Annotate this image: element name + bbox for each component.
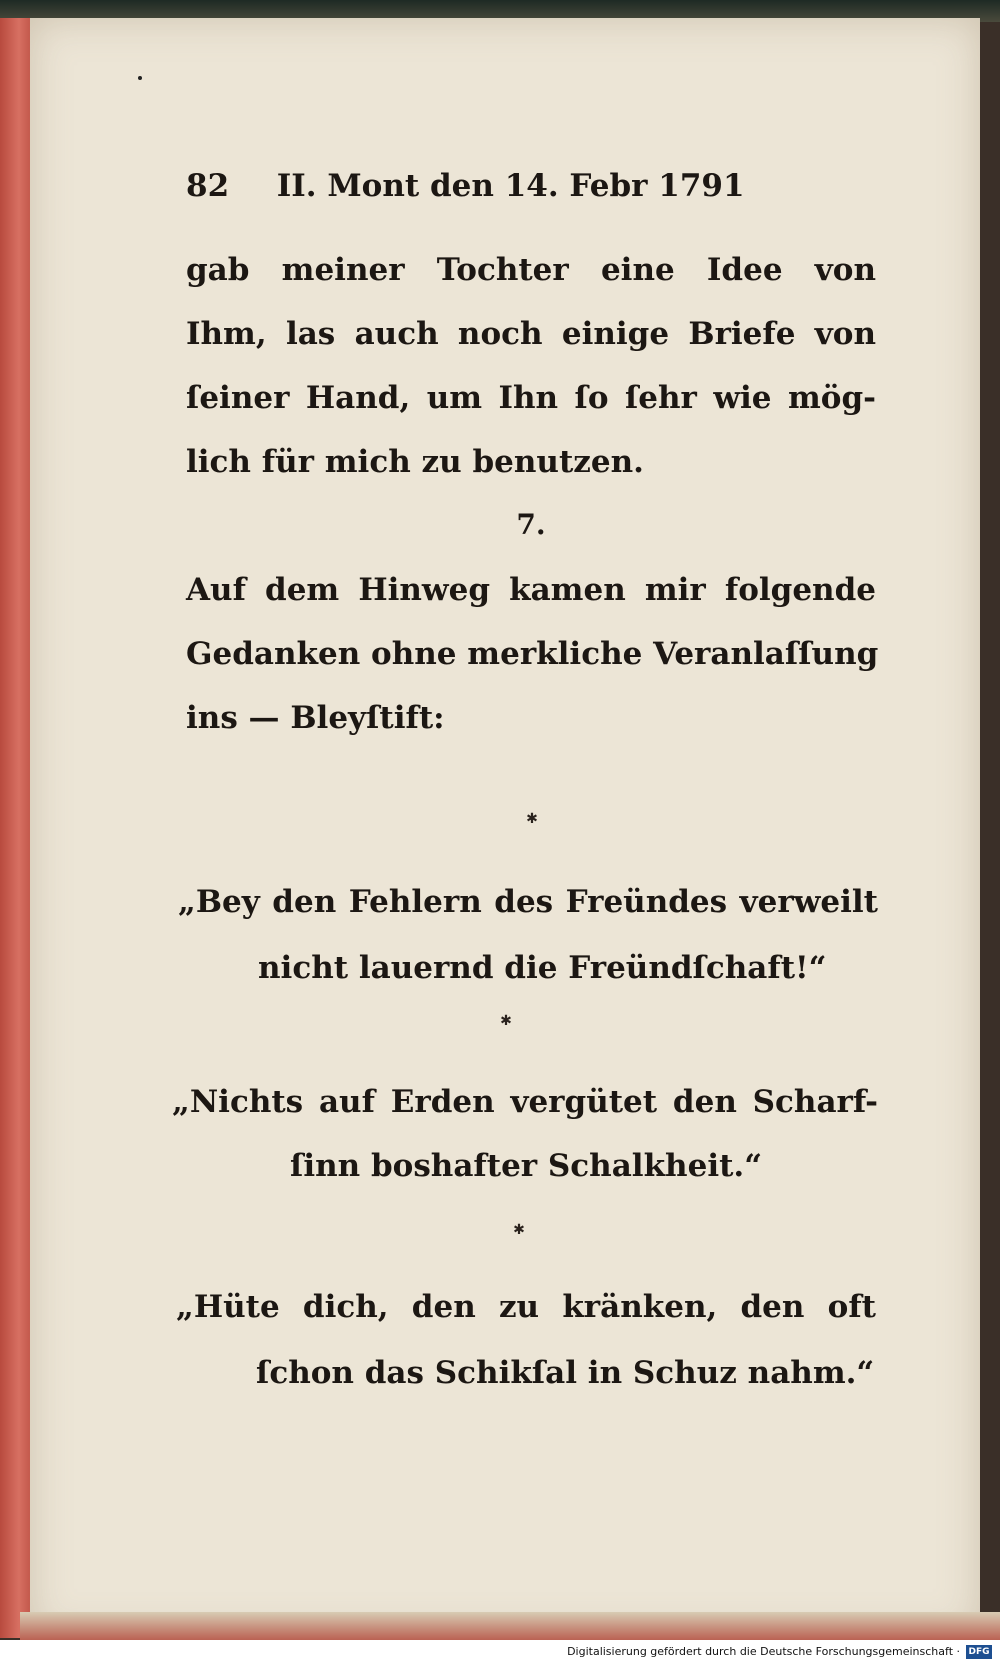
asterisk-icon: ✱	[513, 1222, 525, 1238]
text-line: gab meiner Tochter eine Idee von	[186, 252, 876, 288]
text-line: Ihm, las auch noch einige Briefe von	[186, 316, 876, 352]
text-line: Gedanken ohne merkliche Veranlaſſung	[186, 636, 879, 672]
ink-dot	[138, 76, 142, 80]
text-line: ins — Bleyſtift:	[186, 700, 445, 736]
maxim-line: nicht lauernd die Freündſchaft!“	[258, 950, 827, 986]
running-head	[186, 168, 826, 204]
maxim-line: „Bey den Fehlern des Freündes verweilt	[178, 884, 878, 920]
asterisk-icon: ✱	[526, 811, 538, 827]
page-number: 82	[186, 168, 230, 204]
footer-credit: Digitalisierung gefördert durch die Deutsche Forschungsgemeinschaft ·	[567, 1645, 960, 1658]
running-head-title: II. Mont den 14. Febr 1791	[276, 168, 745, 204]
maxim-line: ſinn boshafter Schalkheit.“	[290, 1148, 763, 1184]
footer-bar	[0, 1640, 1000, 1666]
maxim-line: „Hüte dich, den zu kränken, den oft	[176, 1289, 876, 1325]
text-line: ſeiner Hand, um Ihn ſo ſehr wie mög-	[186, 380, 876, 416]
dfg-logo: DFG	[966, 1645, 992, 1659]
maxim-line: ſchon das Schikſal in Schuz nahm.“	[256, 1355, 875, 1391]
maxim-line: „Nichts auf Erden vergütet den Scharf-	[172, 1084, 878, 1120]
page-edges-bottom	[20, 1612, 1000, 1642]
section-number: 7.	[516, 508, 546, 541]
asterisk-icon: ✱	[500, 1013, 512, 1029]
text-line: lich für mich zu benutzen.	[186, 444, 644, 480]
text-line: Auf dem Hinweg kamen mir folgende	[186, 572, 876, 608]
